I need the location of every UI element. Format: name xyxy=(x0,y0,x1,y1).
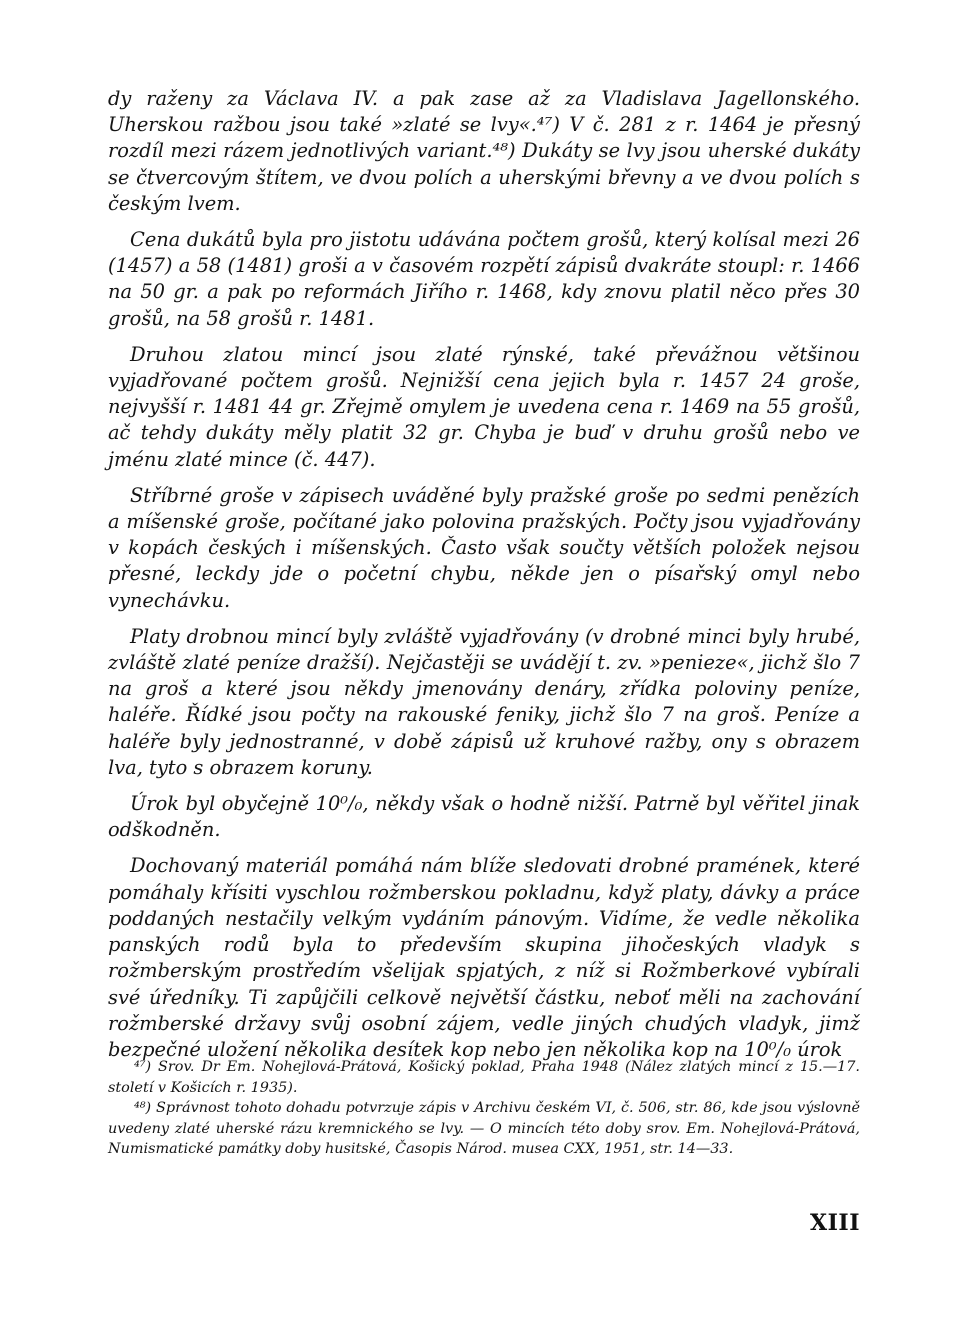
book-page xyxy=(108,86,860,1236)
footnote: ⁴⁷) Srov. Dr Em. Nohejlová-Prátová, Košický poklad, Praha 1948 (Nález zlatých mincí z 15.—17. století v Košicích r. 1935). xyxy=(108,1059,860,1096)
footnotes xyxy=(108,1049,860,1160)
paragraph: Cena dukátů byla pro jistotu udávána počtem grošů, který kolísal mezi 26 (1457) a 58 (1481) groši a v časovém rozpětí zápisů dvakráte stoupl: r. 1466 na 50 gr. a pak po reformách Jiřího r. 1468, kdy znovu platil něco přes 30 grošů, na 58 grošů r. 1481. xyxy=(108,228,860,330)
paragraph: Platy drobnou mincí byly zvláště vyjadřovány (v drobné minci byly hrubé, zvláště zlaté peníze dražší). Nejčastěji se uvádějí t. zv. »penieze«, jichž šlo 7 na groš a které jsou někdy jmenovány denáry, zřídka poloviny peníze, haléře. Řídké jsou počty na rakouské feniky, jichž šlo 7 na groš. Peníze a haléře byly jednostranné, v době zápisů už kruhové ražby, ony s obrazem lva, tyto s obrazem koruny. xyxy=(108,624,860,779)
paragraph: Dochovaný materiál pomáhá nám blíže sledovati drobné pramének, které pomáhaly křísiti vyschlou rožmberskou pokladnu, když platy, dávky a práce poddaných nestačily velkým vydáním pánovým. Vidíme, že vedle několika panských rodů byla to především skupina jihočeských vladyk s rožmberským prostředím všelijak spjatých, z níž si Rožmberkové vybírali své úředníky. Ti zapůjčili celkově největší částku, neboť měli na zachování rožmberské državy svůj osobní zájem, vedle jiných chudých vladyk, jimž bezpečné uložení několika desítek kop nebo jen několika kop na 10⁰/₀ úrok xyxy=(108,854,860,1061)
paragraph: Druhou zlatou mincí jsou zlaté rýnské, také převážnou většinou vyjadřované počtem grošů. Nejnižší cena jejich byla r. 1457 24 groše, nejvyšší r. 1481 44 gr. Zřejmě omylem je uvedena cena r. 1469 na 55 grošů, ač tehdy dukáty měly platit 32 gr. Chyba je buď v druhu grošů nebo ve jménu zlaté mince (č. 447). xyxy=(108,342,860,471)
paragraph: Úrok byl obyčejně 10⁰/₀, někdy však o hodně nižší. Patrně byl věřitel jinak odškodněn. xyxy=(108,792,860,842)
page-number: XIII xyxy=(810,1210,860,1236)
body-text xyxy=(108,86,860,1063)
paragraph: dy raženy za Václava IV. a pak zase až za Vladislava Jagellonského. Uherskou ražbou jsou také »zlaté se lvy«.⁴⁷) V č. 281 z r. 1464 je přesný rozdíl mezi rázem jednotlivých variant.⁴⁸) Dukáty se lvy jsou uherské dukáty se čtvercovým štítem, ve dvou polích a uherskými břevny a ve dvou polích s českým lvem. xyxy=(108,87,860,215)
paragraph: Stříbrné groše v zápisech uváděné byly pražské groše po sedmi penězích a míšenské groše, počítané jako polovina pražských. Počty jsou vyjadřovány v kopách českých i míšenských. Často však součty větších položek nejsou přesné, leckdy jde o početní chybu, někde jen o písařský omyl nebo vynechávku. xyxy=(108,483,860,612)
footnote: ⁴⁸) Správnost tohoto dohadu potvrzuje zápis v Archivu českém VI, č. 506, str. 86, kde jsou výslovně uvedeny zlaté uherské rázu kremnického se lvy. — O mincích této doby srov. Em. Nohejlová-Prátová, Numismatické památky doby husitské, Časopis Národ. musea CXX, 1951, str. 14—33. xyxy=(108,1100,860,1158)
